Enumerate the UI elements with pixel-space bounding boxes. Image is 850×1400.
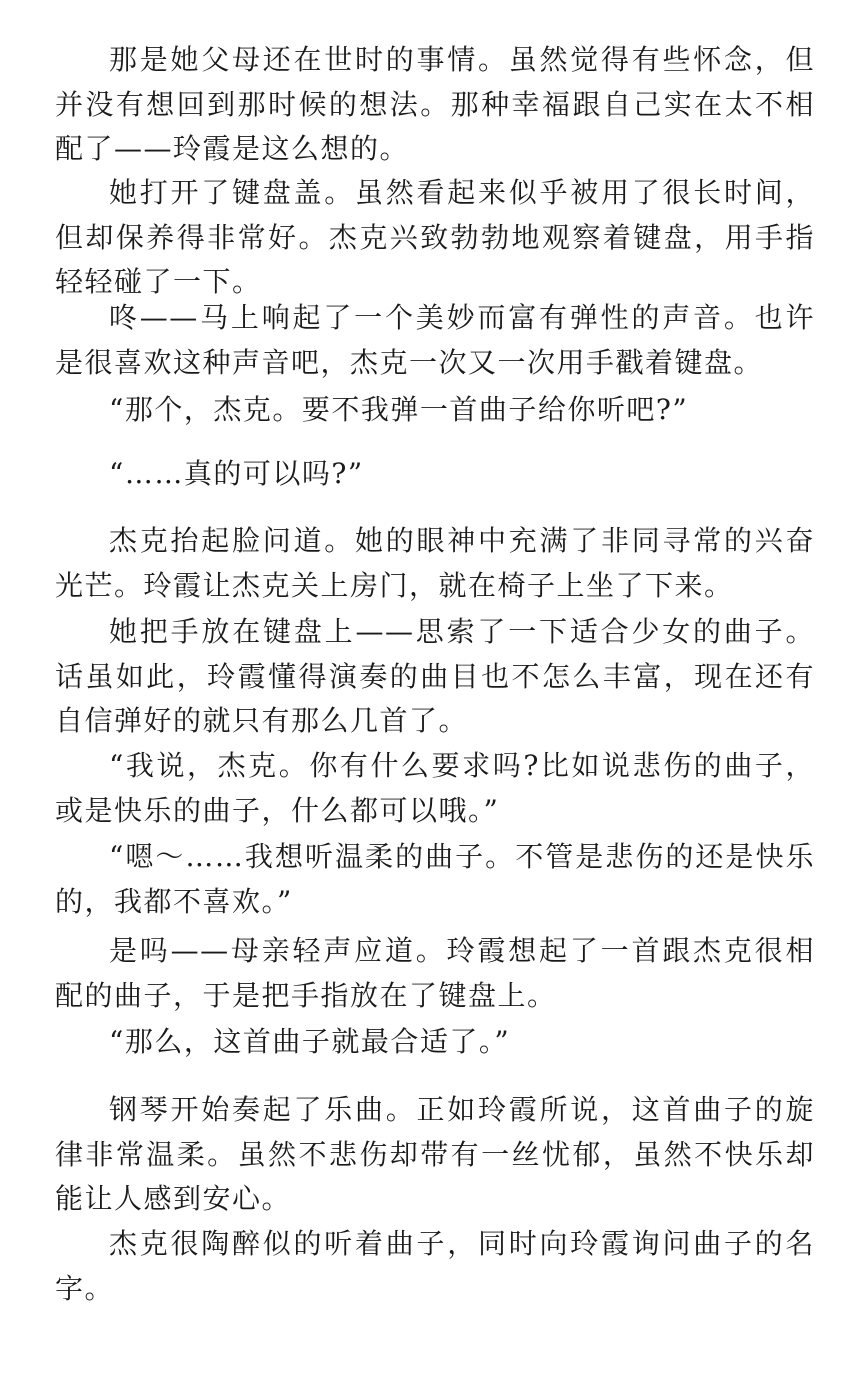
paragraph-5: “……真的可以吗?” <box>109 457 364 490</box>
paragraph-9: “嗯～……我想听温柔的曲子。不管是悲伤的还是快乐的，我都不喜欢。” <box>55 840 815 918</box>
paragraph-3: 咚——马上响起了一个美妙而富有弹性的声音。也许是很喜欢这种声音吧，杰克一次又一次用手戳着键盘。 <box>55 301 815 379</box>
paragraph-4: “那个，杰克。要不我弹一首曲子给你听吧?” <box>109 393 689 426</box>
paragraph-12: 钢琴开始奏起了乐曲。正如玲霞所说，这首曲子的旋律非常温柔。虽然不悲伤却带有一丝忧郁，虽然不快乐却能让人感到安心。 <box>55 1093 815 1215</box>
paragraph-11: “那么，这首曲子就最合适了。” <box>109 1025 511 1058</box>
paragraph-8: “我说，杰克。你有什么要求吗?比如说悲伤的曲子，或是快乐的曲子，什么都可以哦。” <box>55 749 815 827</box>
paragraph-1: 那是她父母还在世时的事情。虽然觉得有些怀念，但并没有想回到那时候的想法。那种幸福跟自己实在太不相配了——玲霞是这么想的。 <box>55 43 815 165</box>
paragraph-10: 是吗——母亲轻声应道。玲霞想起了一首跟杰克很相配的曲子，于是把手指放在了键盘上。 <box>55 934 815 1012</box>
paragraph-2: 她打开了键盘盖。虽然看起来似乎被用了很长时间，但却保养得非常好。杰克兴致勃勃地观察着键盘，用手指轻轻碰了一下。 <box>55 176 815 298</box>
paragraph-7: 她把手放在键盘上——思索了一下适合少女的曲子。话虽如此，玲霞懂得演奏的曲目也不怎么丰富，现在还有自信弹好的就只有那么几首了。 <box>55 615 815 737</box>
paragraph-6: 杰克抬起脸问道。她的眼神中充满了非同寻常的兴奋光芒。玲霞让杰克关上房门，就在椅子上坐了下来。 <box>55 524 815 602</box>
paragraph-13: 杰克很陶醉似的听着曲子，同时向玲霞询问曲子的名字。 <box>55 1227 815 1305</box>
